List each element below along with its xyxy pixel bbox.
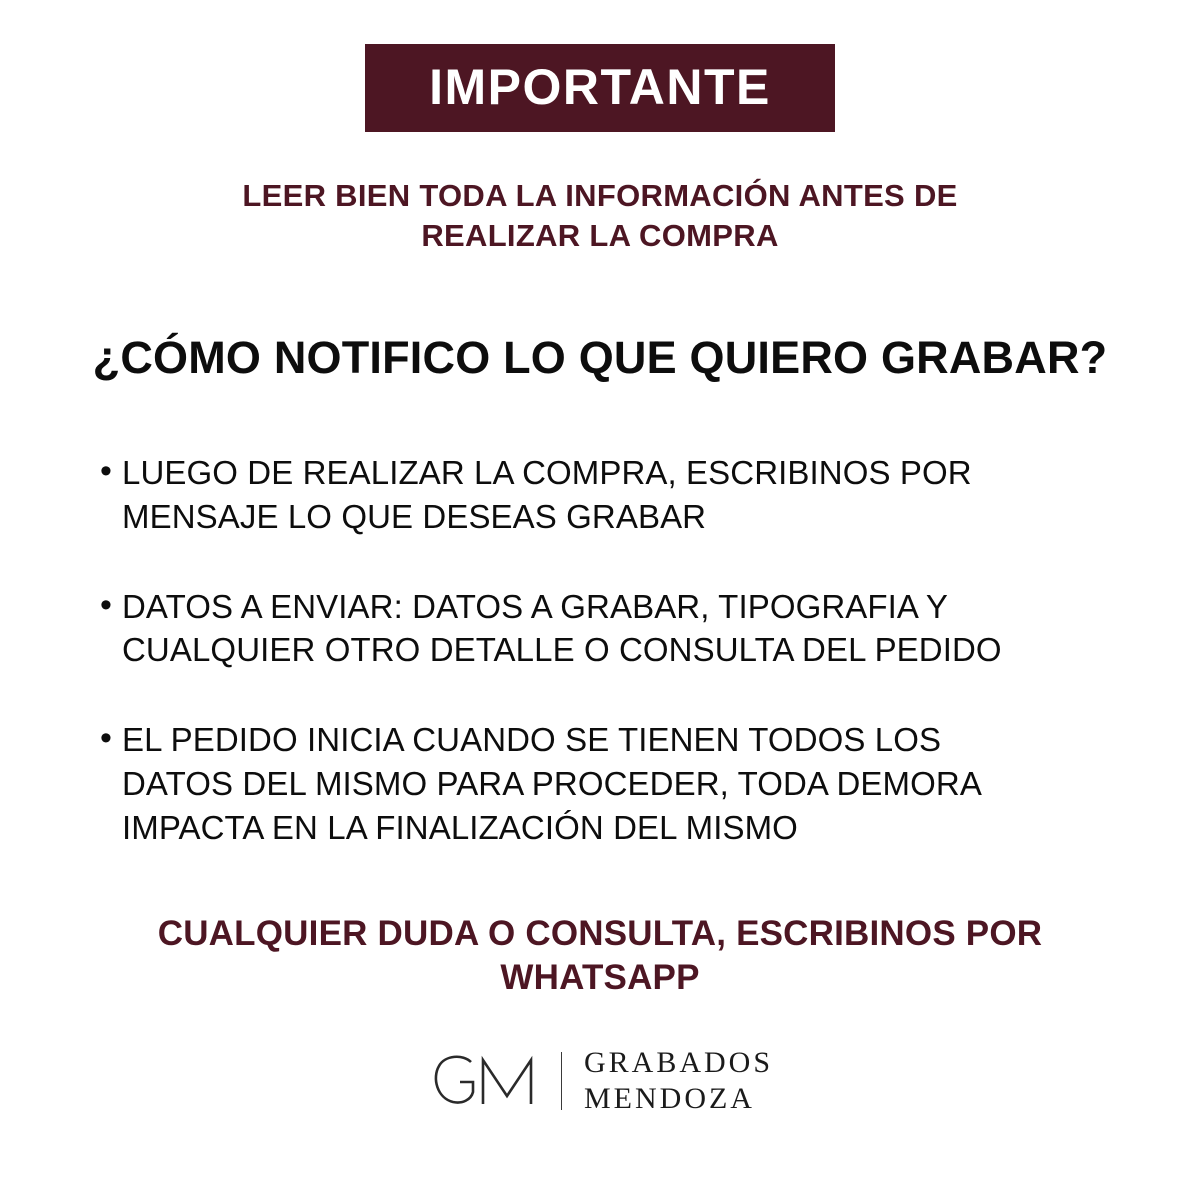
bullet-dot-icon: • — [100, 451, 112, 490]
page-title: ¿CÓMO NOTIFICO LO QUE QUIERO GRABAR? — [92, 332, 1108, 384]
list-item-label: LUEGO DE REALIZAR LA COMPRA, ESCRIBINOS POR MENSAJE LO QUE DESEAS GRABAR — [122, 453, 972, 535]
logo-line-2: MENDOZA — [583, 1081, 755, 1115]
list-item-label: DATOS A ENVIAR: DATOS A GRABAR, TIPOGRAFIA Y CUALQUIER OTRO DETALLE O CONSULTA DEL PEDIDO — [122, 587, 1002, 669]
call-to-action-text: CUALQUIER DUDA O CONSULTA, ESCRIBINOS POR WHATSAPP — [157, 913, 1043, 997]
logo-line-1: GRABADOS — [583, 1046, 774, 1080]
bullet-dot-icon: • — [100, 719, 112, 758]
subtitle-text: LEER BIEN TODA LA INFORMACIÓN ANTES DE REALIZAR LA COMPRA — [242, 178, 958, 253]
list-item-label: EL PEDIDO INICIA CUANDO SE TIENEN TODOS LOS DATOS DEL MISMO PARA PROCEDER, TODA DEMORA IMPACTA EN LA FINALIZACIÓN DEL MISMO — [122, 721, 981, 847]
bullet-dot-icon: • — [100, 585, 112, 624]
logo-wordmark — [584, 1045, 773, 1116]
list-item — [100, 718, 1100, 850]
bullet-list — [100, 451, 1100, 850]
logo-divider — [561, 1052, 562, 1110]
banner-importante: IMPORTANTE — [365, 44, 835, 132]
list-item — [100, 451, 1100, 539]
brand-logo — [427, 1045, 773, 1116]
list-item — [100, 585, 1100, 673]
gm-monogram-icon — [427, 1050, 539, 1112]
